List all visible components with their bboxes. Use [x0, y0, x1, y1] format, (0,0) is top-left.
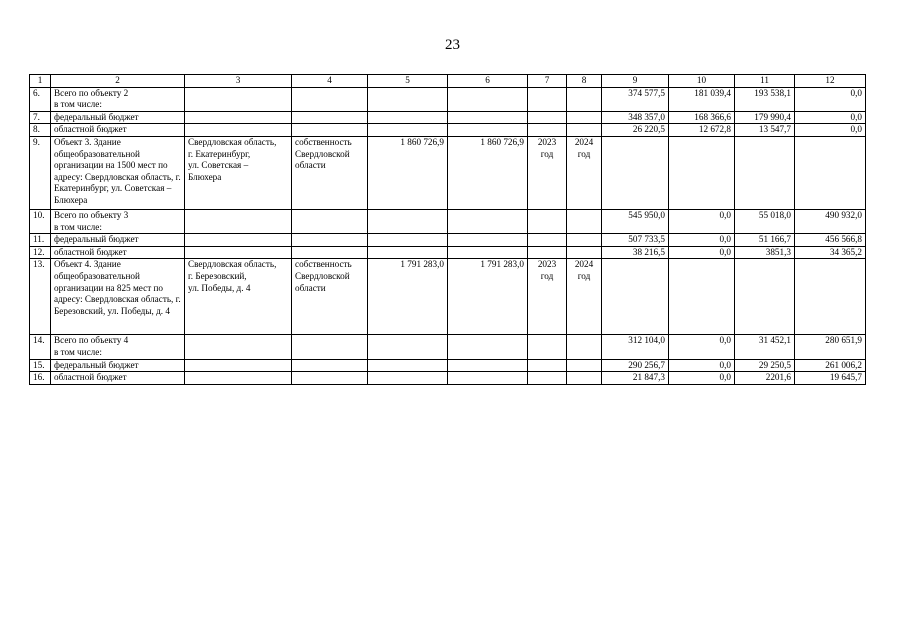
table-cell	[528, 87, 567, 111]
column-header: 3	[185, 75, 292, 88]
table-cell: 193 538,1	[735, 87, 795, 111]
table-cell: 1 860 726,9	[368, 136, 448, 209]
table-cell: 2023 год	[528, 136, 567, 209]
column-header: 11	[735, 75, 795, 88]
table-row	[30, 111, 866, 124]
table-cell	[448, 209, 528, 233]
table-cell: 21 847,3	[602, 372, 669, 385]
table-cell: 13.	[30, 259, 51, 335]
column-header: 1	[30, 75, 51, 88]
table-cell: 1 860 726,9	[448, 136, 528, 209]
column-header: 7	[528, 75, 567, 88]
table-cell	[185, 87, 292, 111]
table-cell: собственность Свердловской области	[292, 259, 368, 335]
table-cell: 13 547,7	[735, 124, 795, 137]
table-cell	[528, 359, 567, 372]
table-cell	[448, 359, 528, 372]
table-cell: 29 250,5	[735, 359, 795, 372]
table-cell	[185, 209, 292, 233]
column-header: 10	[669, 75, 735, 88]
table-cell: Свердловская область, г. Екатеринбург, ул. Советская – Блюхера	[185, 136, 292, 209]
table-row	[30, 259, 866, 335]
table-row	[30, 335, 866, 359]
table-cell	[368, 111, 448, 124]
table-cell	[795, 136, 866, 209]
table-cell	[448, 111, 528, 124]
table-cell	[602, 136, 669, 209]
column-header: 6	[448, 75, 528, 88]
table-row	[30, 359, 866, 372]
table-cell	[448, 87, 528, 111]
table-cell	[528, 246, 567, 259]
table-cell: 0,0	[795, 111, 866, 124]
table-cell: 290 256,7	[602, 359, 669, 372]
table-cell: 0,0	[669, 246, 735, 259]
table-cell	[567, 111, 602, 124]
table-cell: 1 791 283,0	[368, 259, 448, 335]
table-cell	[368, 372, 448, 385]
table-cell	[669, 136, 735, 209]
table-cell: 55 018,0	[735, 209, 795, 233]
table-cell: 26 220,5	[602, 124, 669, 137]
table-cell	[185, 234, 292, 247]
budget-table	[29, 74, 866, 385]
table-cell	[448, 234, 528, 247]
table-cell	[185, 372, 292, 385]
table-cell	[567, 209, 602, 233]
column-header: 12	[795, 75, 866, 88]
table-cell: Всего по объекту 4 в том числе:	[51, 335, 185, 359]
table-cell	[448, 372, 528, 385]
table-cell	[567, 359, 602, 372]
table-cell: 8.	[30, 124, 51, 137]
table-cell	[368, 246, 448, 259]
table-cell: 11.	[30, 234, 51, 247]
table-cell: 6.	[30, 87, 51, 111]
table-cell	[567, 124, 602, 137]
table-row	[30, 124, 866, 137]
table-cell: 12 672,8	[669, 124, 735, 137]
table-cell: 374 577,5	[602, 87, 669, 111]
table-cell	[567, 234, 602, 247]
table-cell: 51 166,7	[735, 234, 795, 247]
table-cell: 38 216,5	[602, 246, 669, 259]
table-cell: 181 039,4	[669, 87, 735, 111]
table-cell: 490 932,0	[795, 209, 866, 233]
table-cell	[368, 124, 448, 137]
table-cell: федеральный бюджет	[51, 359, 185, 372]
table-cell: 168 366,6	[669, 111, 735, 124]
table-cell	[368, 209, 448, 233]
table-cell: 0,0	[795, 87, 866, 111]
table-cell	[448, 335, 528, 359]
table-cell: федеральный бюджет	[51, 111, 185, 124]
table-cell	[292, 359, 368, 372]
table-cell: 2201,6	[735, 372, 795, 385]
table-cell: Объект 4. Здание общеобразовательной организации на 825 мест по адресу: Свердловская область, г. Березовский, ул. Победы, д. 4	[51, 259, 185, 335]
table-cell	[528, 124, 567, 137]
table-cell	[735, 136, 795, 209]
table-cell	[528, 234, 567, 247]
table-cell: 19 645,7	[795, 372, 866, 385]
table-cell: областной бюджет	[51, 372, 185, 385]
page-number: 23	[445, 37, 460, 53]
table-row	[30, 372, 866, 385]
table-cell	[567, 246, 602, 259]
table-cell: 3851,3	[735, 246, 795, 259]
table-cell	[292, 87, 368, 111]
table-cell	[292, 246, 368, 259]
table-cell: 1 791 283,0	[448, 259, 528, 335]
table-cell	[292, 335, 368, 359]
table-cell	[185, 111, 292, 124]
table-cell	[185, 124, 292, 137]
table-cell	[528, 111, 567, 124]
table-cell	[528, 372, 567, 385]
table-cell: 312 104,0	[602, 335, 669, 359]
table-cell: 2024 год	[567, 136, 602, 209]
table-cell: 261 006,2	[795, 359, 866, 372]
table-cell: федеральный бюджет	[51, 234, 185, 247]
table-cell	[567, 372, 602, 385]
column-header: 9	[602, 75, 669, 88]
table-cell: 15.	[30, 359, 51, 372]
table-cell	[448, 124, 528, 137]
table-cell	[567, 87, 602, 111]
table-cell: собственность Свердловской области	[292, 136, 368, 209]
table-cell: 456 566,8	[795, 234, 866, 247]
table-cell: 545 950,0	[602, 209, 669, 233]
table-cell: 2023 год	[528, 259, 567, 335]
table-row	[30, 246, 866, 259]
table-cell: 0,0	[669, 209, 735, 233]
table-row	[30, 209, 866, 233]
table-cell: 34 365,2	[795, 246, 866, 259]
table-cell: 280 651,9	[795, 335, 866, 359]
table-cell: 14.	[30, 335, 51, 359]
column-header: 2	[51, 75, 185, 88]
table-cell: 0,0	[669, 335, 735, 359]
table-cell	[292, 124, 368, 137]
table-cell: областной бюджет	[51, 124, 185, 137]
table-cell: Объект 3. Здание общеобразовательной организации на 1500 мест по адресу: Свердловская область, г. Екатеринбург, ул. Советская – Блюхера	[51, 136, 185, 209]
table-cell: 31 452,1	[735, 335, 795, 359]
table-cell	[602, 259, 669, 335]
column-header: 4	[292, 75, 368, 88]
table-cell: 179 990,4	[735, 111, 795, 124]
table-cell: 348 357,0	[602, 111, 669, 124]
table-row	[30, 87, 866, 111]
table-cell: областной бюджет	[51, 246, 185, 259]
table-cell: 0,0	[795, 124, 866, 137]
table-cell	[368, 87, 448, 111]
table-cell	[669, 259, 735, 335]
table-cell: 9.	[30, 136, 51, 209]
table-row	[30, 234, 866, 247]
table-cell	[368, 359, 448, 372]
table-cell	[292, 209, 368, 233]
table-cell: Всего по объекту 3 в том числе:	[51, 209, 185, 233]
table-cell: 16.	[30, 372, 51, 385]
table-cell	[368, 335, 448, 359]
table-cell	[185, 335, 292, 359]
table-cell	[292, 234, 368, 247]
table-cell: 12.	[30, 246, 51, 259]
table-cell	[368, 234, 448, 247]
table-cell: 2024 год	[567, 259, 602, 335]
header-row	[30, 75, 866, 88]
table-cell	[292, 372, 368, 385]
table-cell: 7.	[30, 111, 51, 124]
column-header: 8	[567, 75, 602, 88]
table-cell: 0,0	[669, 359, 735, 372]
table-cell	[448, 246, 528, 259]
table-cell: 0,0	[669, 372, 735, 385]
table-cell	[735, 259, 795, 335]
table-cell	[292, 111, 368, 124]
table-cell: 0,0	[669, 234, 735, 247]
table-cell	[567, 335, 602, 359]
table-cell	[185, 246, 292, 259]
table-cell	[185, 359, 292, 372]
table-cell	[528, 335, 567, 359]
table-cell: Всего по объекту 2 в том числе:	[51, 87, 185, 111]
table-cell	[795, 259, 866, 335]
column-header: 5	[368, 75, 448, 88]
table-row	[30, 136, 866, 209]
table-cell: Свердловская область, г. Березовский, ул. Победы, д. 4	[185, 259, 292, 335]
table-cell: 10.	[30, 209, 51, 233]
table-cell: 507 733,5	[602, 234, 669, 247]
table-cell	[528, 209, 567, 233]
